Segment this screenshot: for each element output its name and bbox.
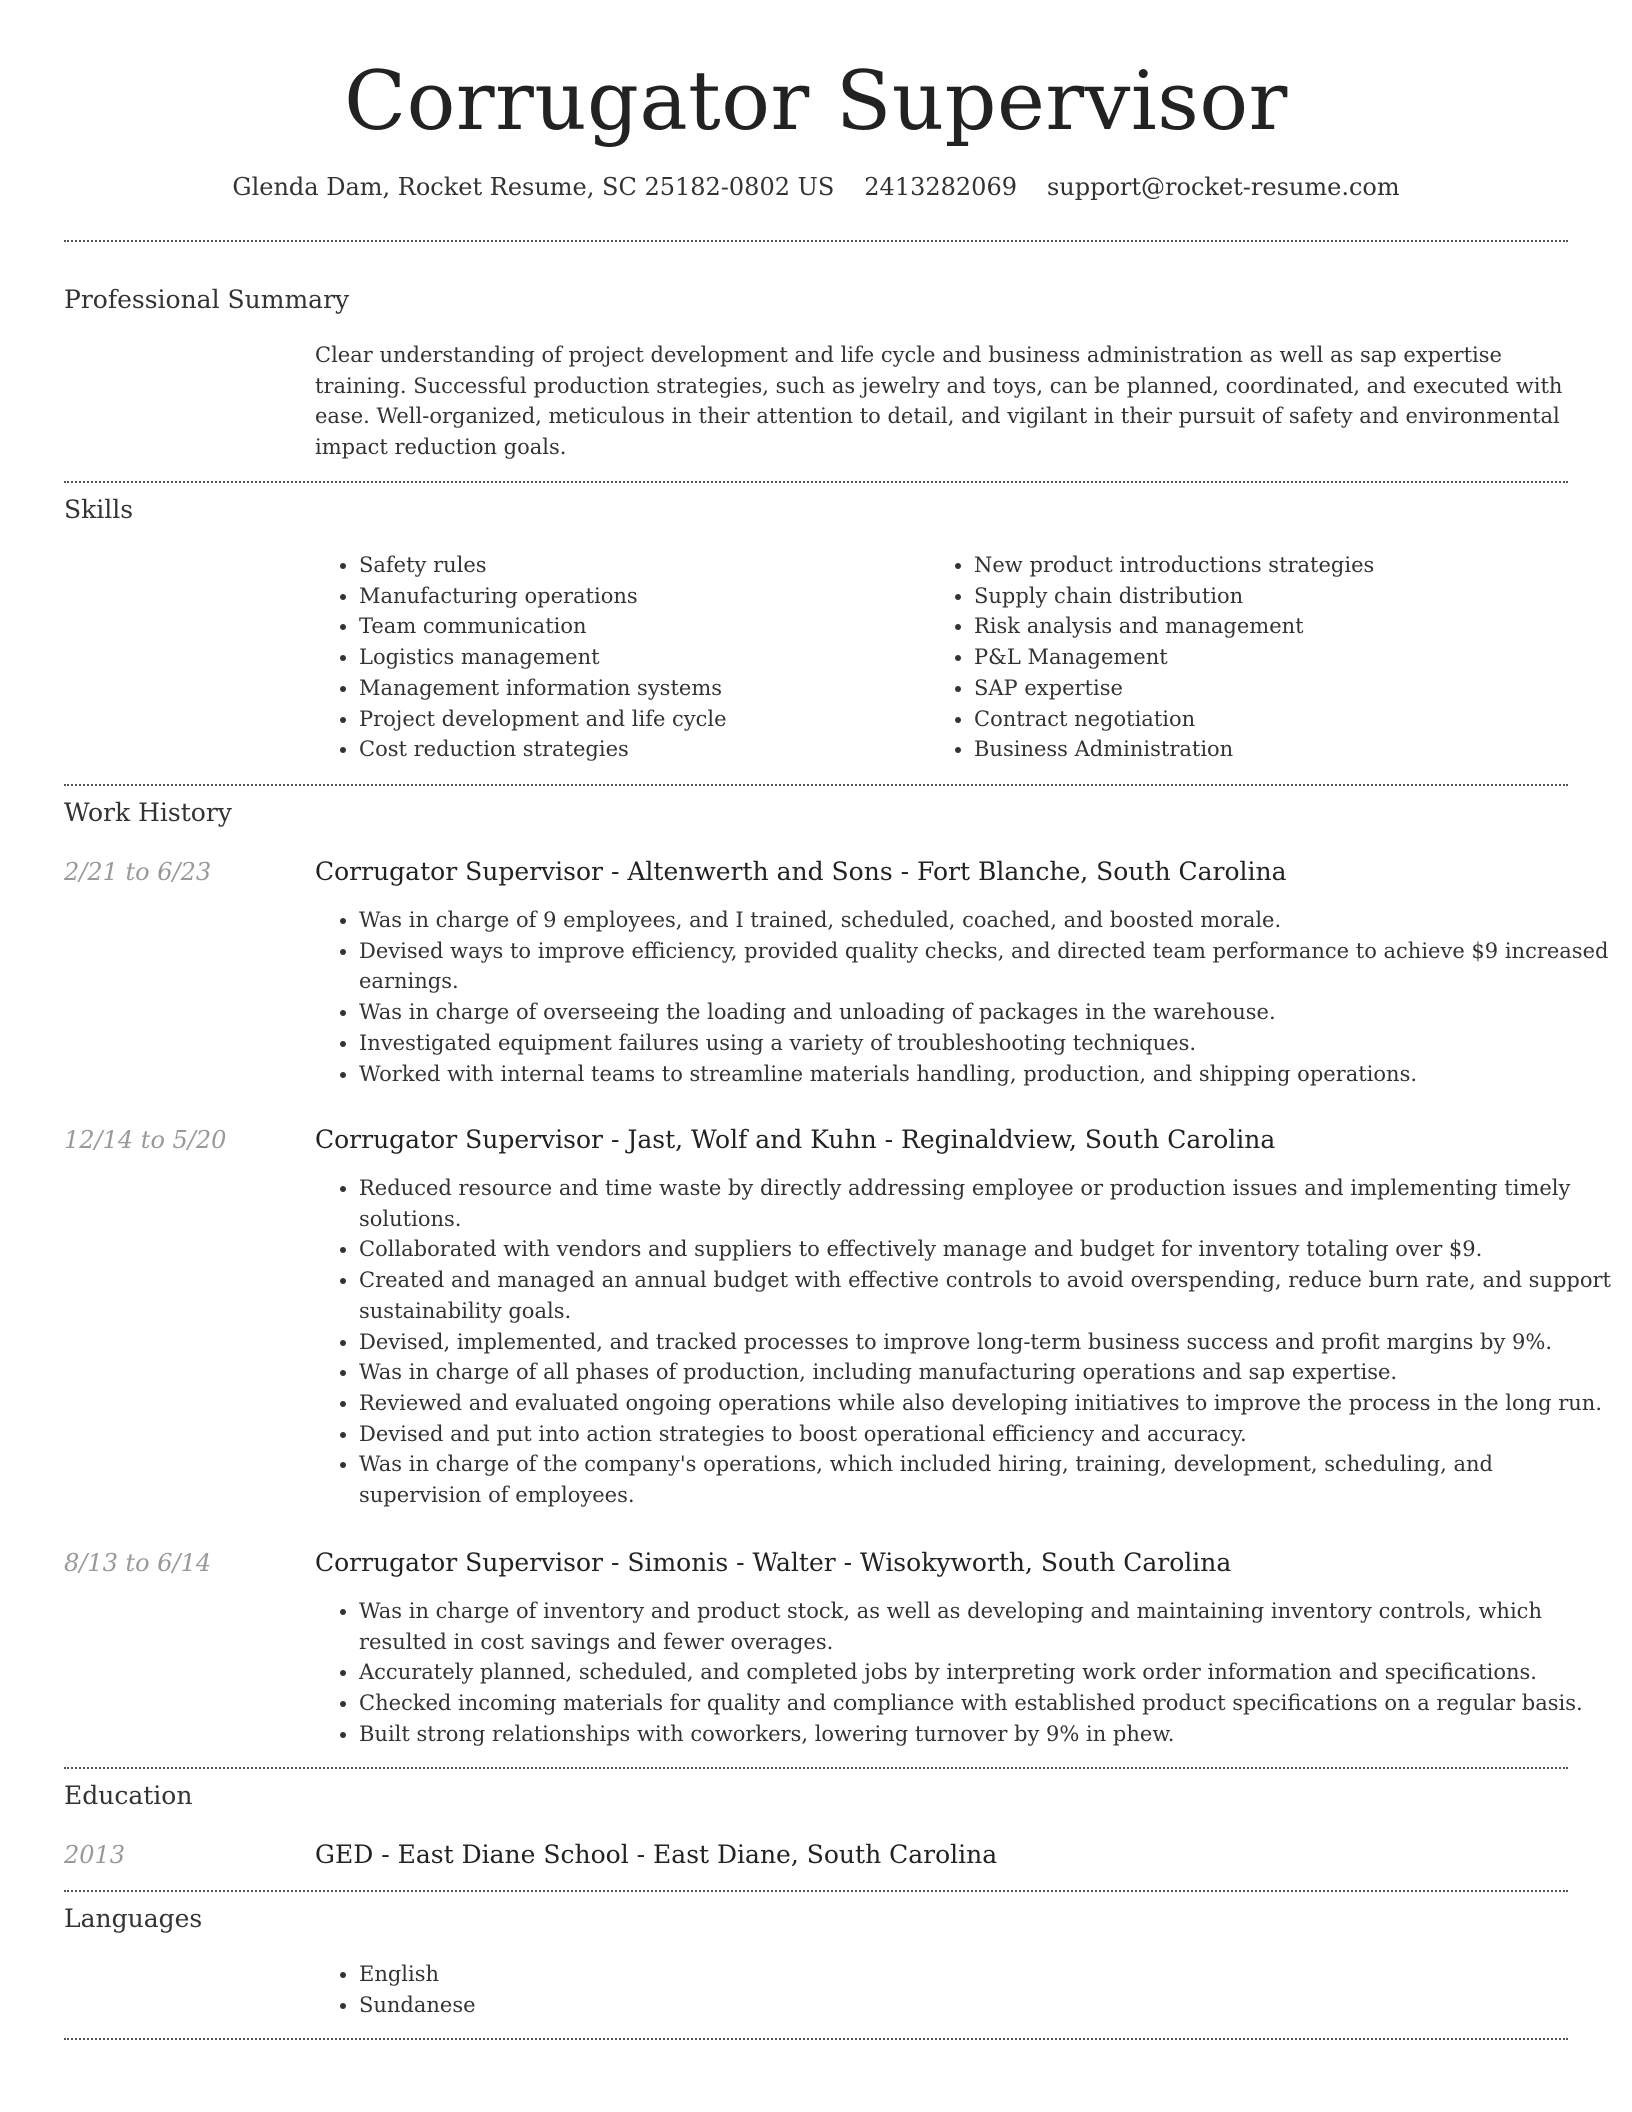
job-bullet: • Was in charge of 9 employees, and I trained, scheduled, coached, and boosted morale. [359,905,1614,936]
job-bullet: • Devised and put into action strategies to boost operational efficiency and accuracy. [359,1419,1614,1450]
job-bullet: • Was in charge of inventory and product stock, as well as developing and maintaining inventory controls, which resulted in cost savings and fewer overages. [359,1596,1614,1657]
skill-item: • Business Administration [974,734,1574,765]
section-title-languages: Languages [64,1904,203,1933]
job-bullet: • Was in charge of the company's operations, which included hiring, training, development, scheduling, and supervision of employees. [359,1449,1614,1510]
job-title: Corrugator Supervisor - Simonis - Walter - Wisokyworth, South Carolina [315,1548,1232,1577]
resume-name: Corrugator Supervisor [344,55,1288,149]
divider [64,784,1568,786]
skill-item: • Supply chain distribution [974,581,1574,612]
section-title-work-history: Work History [64,798,232,827]
education-year: 2013 [64,1841,126,1869]
skill-item: • Safety rules [359,550,929,581]
divider [64,2038,1568,2040]
job-bullet: • Created and managed an annual budget with effective controls to avoid overspending, reduce burn rate, and support sustainability goals. [359,1265,1614,1326]
contact-line [0,172,1632,202]
languages-list [315,1959,959,2020]
job-title: Corrugator Supervisor - Jast, Wolf and Kuhn - Reginaldview, South Carolina [315,1125,1276,1154]
job-dates: 2/21 to 6/23 [64,858,212,886]
skills-list-left [315,550,929,765]
job-bullet: • Worked with internal teams to streamline materials handling, production, and shipping operations. [359,1059,1614,1090]
section-title-skills: Skills [64,495,134,524]
section-title-education: Education [64,1781,193,1810]
job-bullet: • Collaborated with vendors and suppliers to effectively manage and budget for inventory totaling over $9. [359,1234,1614,1265]
language-item: • English [359,1959,959,1990]
job-bullet: • Checked incoming materials for quality and compliance with established product specifications on a regular basis. [359,1688,1614,1719]
job-bullet: • Built strong relationships with coworkers, lowering turnover by 9% in phew. [359,1719,1614,1750]
job-bullet: • Reduced resource and time waste by directly addressing employee or production issues and implementing timely solutions. [359,1173,1614,1234]
divider [64,1890,1568,1892]
skill-item: • P&L Management [974,642,1574,673]
skill-item: • SAP expertise [974,673,1574,704]
job-bullet: • Was in charge of overseeing the loading and unloading of packages in the warehouse. [359,997,1614,1028]
skill-item: • New product introductions strategies [974,550,1574,581]
contact-phone: 2413282069 [864,173,1017,201]
contact-address: Glenda Dam, Rocket Resume, SC 25182-0802 US [232,173,835,201]
skill-item: • Contract negotiation [974,704,1574,735]
job-bullet: • Reviewed and evaluated ongoing operations while also developing initiatives to improve the process in the long run. [359,1388,1614,1419]
divider [64,240,1568,242]
job-bullets [315,1596,1614,1750]
skill-item: • Logistics management [359,642,929,673]
skill-item: • Manufacturing operations [359,581,929,612]
skill-item: • Project development and life cycle [359,704,929,735]
skill-item: • Team communication [359,611,929,642]
job-bullet: • Investigated equipment failures using a variety of troubleshooting techniques. [359,1028,1614,1059]
divider [64,481,1568,483]
job-bullets [315,1173,1614,1511]
skills-list-right [930,550,1574,765]
section-title-summary: Professional Summary [64,285,350,314]
skill-item: • Risk analysis and management [974,611,1574,642]
job-title: Corrugator Supervisor - Altenwerth and Sons - Fort Blanche, South Carolina [315,857,1287,886]
skill-item: • Cost reduction strategies [359,734,929,765]
job-dates: 8/13 to 6/14 [64,1549,212,1577]
language-item: • Sundanese [359,1990,959,2021]
job-bullet: • Accurately planned, scheduled, and completed jobs by interpreting work order information and specifications. [359,1657,1614,1688]
job-bullet: • Devised ways to improve efficiency, provided quality checks, and directed team performance to achieve $9 increased earnings. [359,936,1614,997]
summary-text: Clear understanding of project development and life cycle and business administration as well as sap expertise training. Successful production strategies, such as jewelry and toys, can be planned, coordinated, and executed with ease. Well-organized, meticulous in their attention to detail, and vigilant in their pursuit of safety and environmental impact reduction goals. [315,343,1563,460]
job-dates: 12/14 to 5/20 [64,1126,227,1154]
contact-email: support@rocket-resume.com [1046,173,1400,201]
job-bullet: • Was in charge of all phases of production, including manufacturing operations and sap expertise. [359,1357,1614,1388]
divider [64,1767,1568,1769]
education-entry: GED - East Diane School - East Diane, South Carolina [315,1840,998,1869]
job-bullets [315,905,1614,1089]
skill-item: • Management information systems [359,673,929,704]
job-bullet: • Devised, implemented, and tracked processes to improve long-term business success and profit margins by 9%. [359,1327,1614,1358]
